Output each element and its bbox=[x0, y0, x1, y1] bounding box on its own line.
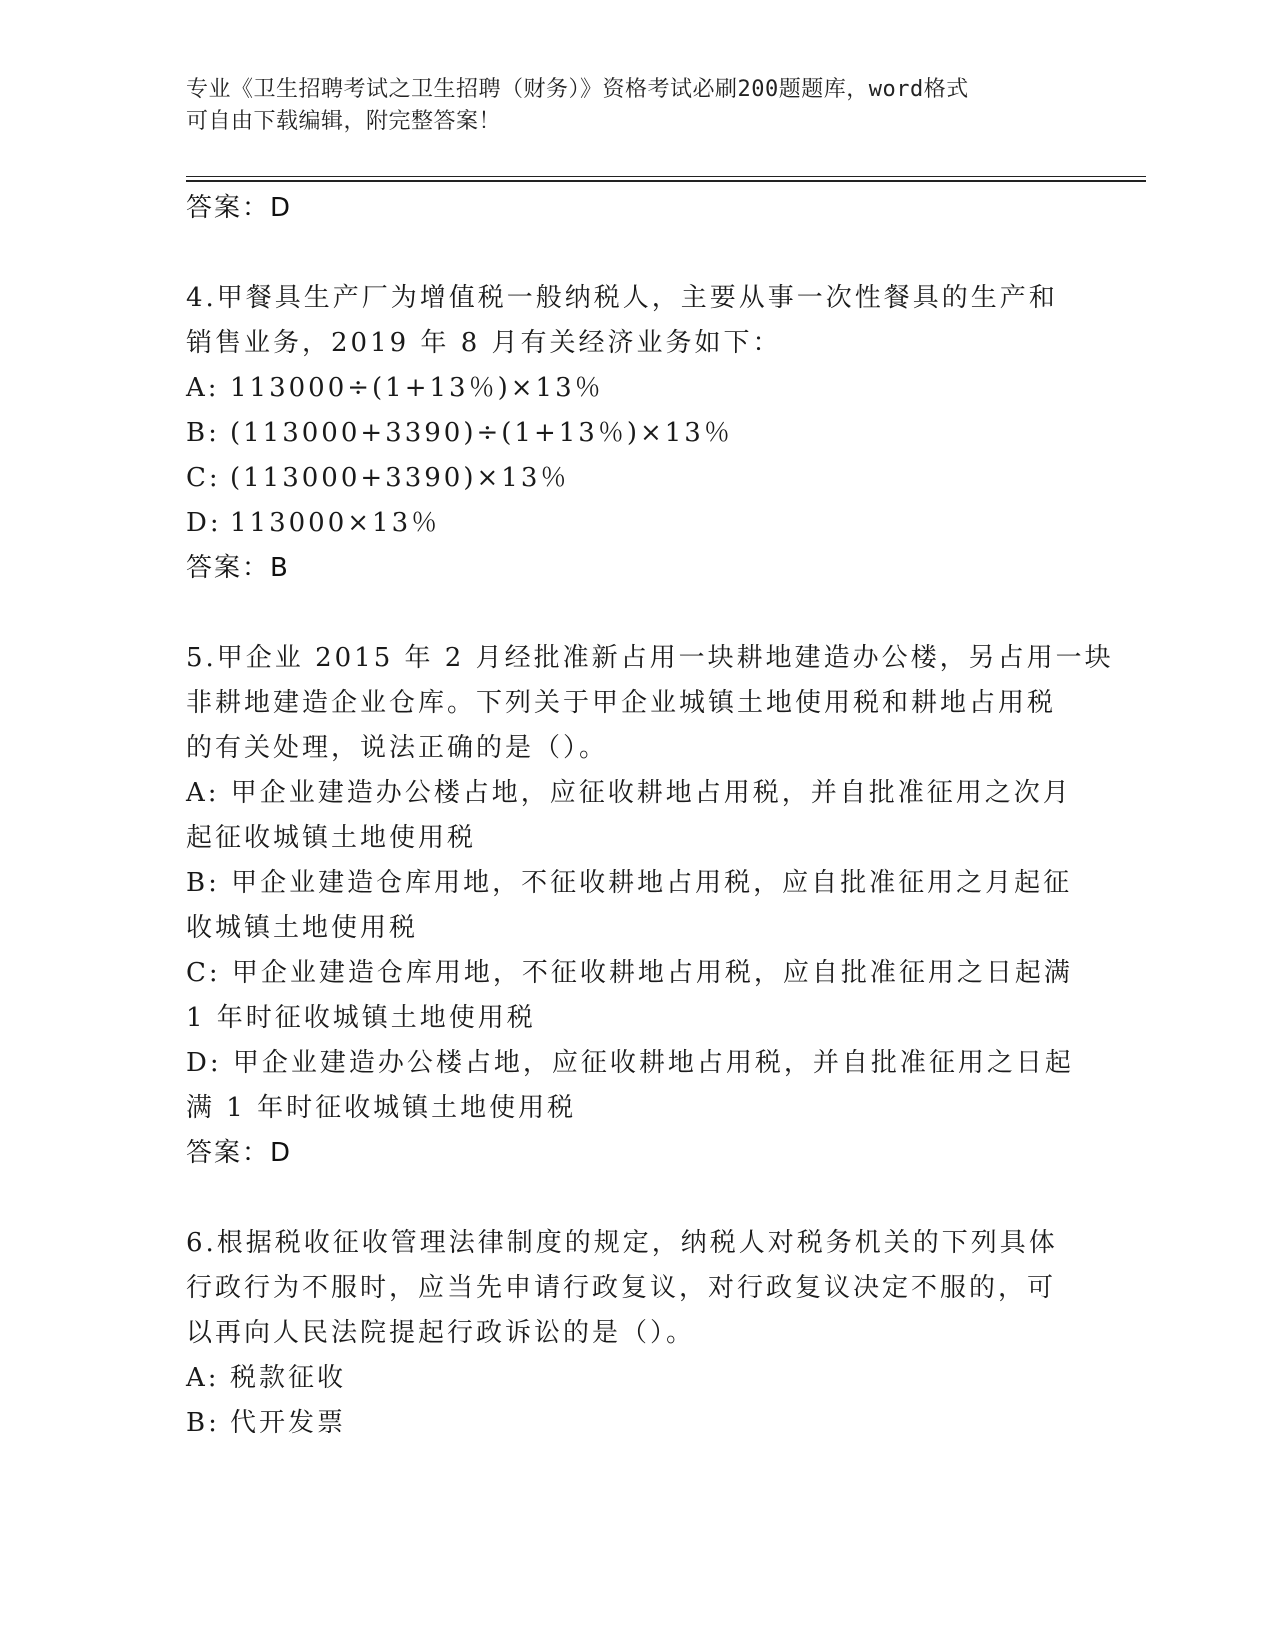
option-b bbox=[186, 1401, 1086, 1446]
option-a-text: 税款征收 bbox=[230, 1363, 347, 1393]
spacer bbox=[186, 591, 1086, 636]
option-a bbox=[186, 1356, 1086, 1401]
page-header bbox=[186, 74, 1086, 138]
question-6-stem-line-3: 以再向人民法院提起行政诉讼的是（）。 bbox=[186, 1318, 696, 1348]
question-4-stem-line-2: 销售业务，2019 年 8 月有关经济业务如下： bbox=[186, 328, 782, 358]
question-5-stem-line-2: 非耕地建造企业仓库。下列关于甲企业城镇土地使用税和耕地占用税 bbox=[186, 688, 1057, 718]
option-b-label: B: bbox=[186, 1408, 220, 1438]
option-b-line-2: 收城镇土地使用税 bbox=[186, 913, 419, 943]
option-c bbox=[186, 456, 1086, 501]
option-a-text: 113000÷(1+13％)×13％ bbox=[230, 373, 604, 403]
header-line-1: 专业《卫生招聘考试之卫生招聘（财务）》资格考试必刷200题题库，word格式 bbox=[186, 77, 969, 102]
question-5-stem-line-1: 5.甲企业 2015 年 2 月经批准新占用一块耕地建造办公楼，另占用一块 bbox=[186, 643, 1114, 673]
option-b-text: 代开发票 bbox=[230, 1408, 347, 1438]
option-b-text: (113000+3390)÷(1+13％)×13％ bbox=[230, 418, 733, 448]
option-b-line-1: B: 甲企业建造仓库用地，不征收耕地占用税，应自批准征用之月起征 bbox=[186, 868, 1073, 898]
option-d-line-1: D: 甲企业建造办公楼占地，应征收耕地占用税，并自批准征用之日起 bbox=[186, 1048, 1074, 1078]
option-c-text: (113000+3390)×13％ bbox=[230, 463, 570, 493]
option-d-label: D: bbox=[186, 508, 222, 538]
option-a-line-2: 起征收城镇土地使用税 bbox=[186, 823, 477, 853]
option-d bbox=[186, 501, 1086, 546]
question-6 bbox=[186, 1221, 1086, 1446]
question-4-stem-line-1: 4.甲餐具生产厂为增值税一般纳税人，主要从事一次性餐具的生产和 bbox=[186, 283, 1058, 313]
question-5-stem-line-3: 的有关处理，说法正确的是（）。 bbox=[186, 733, 609, 763]
header-line-2: 可自由下载编辑，附完整答案！ bbox=[186, 109, 502, 134]
option-c-line-2: 1 年时征收城镇土地使用税 bbox=[186, 1003, 536, 1033]
answer-q3: 答案：D bbox=[186, 193, 293, 223]
answer-q4: 答案：B bbox=[186, 553, 290, 583]
option-c-line-1: C: 甲企业建造仓库用地，不征收耕地占用税，应自批准征用之日起满 bbox=[186, 958, 1073, 988]
header-divider-thick bbox=[186, 180, 1146, 182]
option-a bbox=[186, 366, 1086, 411]
spacer bbox=[186, 1176, 1086, 1221]
spacer bbox=[186, 231, 1086, 276]
option-c-label: C: bbox=[186, 463, 221, 493]
answer-q5: 答案：D bbox=[186, 1138, 293, 1168]
option-a-label: A: bbox=[186, 1363, 220, 1393]
header-divider-thin bbox=[186, 176, 1146, 177]
option-b-label: B: bbox=[186, 418, 220, 448]
option-d-text: 113000×13％ bbox=[230, 508, 441, 538]
question-content bbox=[186, 186, 1114, 1446]
option-d-line-2: 满 1 年时征收城镇土地使用税 bbox=[186, 1093, 577, 1123]
option-b bbox=[186, 411, 1086, 456]
question-6-stem-line-2: 行政行为不服时，应当先申请行政复议，对行政复议决定不服的，可 bbox=[186, 1273, 1057, 1303]
option-a-line-1: A: 甲企业建造办公楼占地，应征收耕地占用税，并自批准征用之次月 bbox=[186, 778, 1072, 808]
question-5 bbox=[186, 636, 1114, 1176]
option-a-label: A: bbox=[186, 373, 220, 403]
question-4 bbox=[186, 276, 1086, 591]
question-6-stem-line-1: 6.根据税收征收管理法律制度的规定，纳税人对税务机关的下列具体 bbox=[186, 1228, 1058, 1258]
